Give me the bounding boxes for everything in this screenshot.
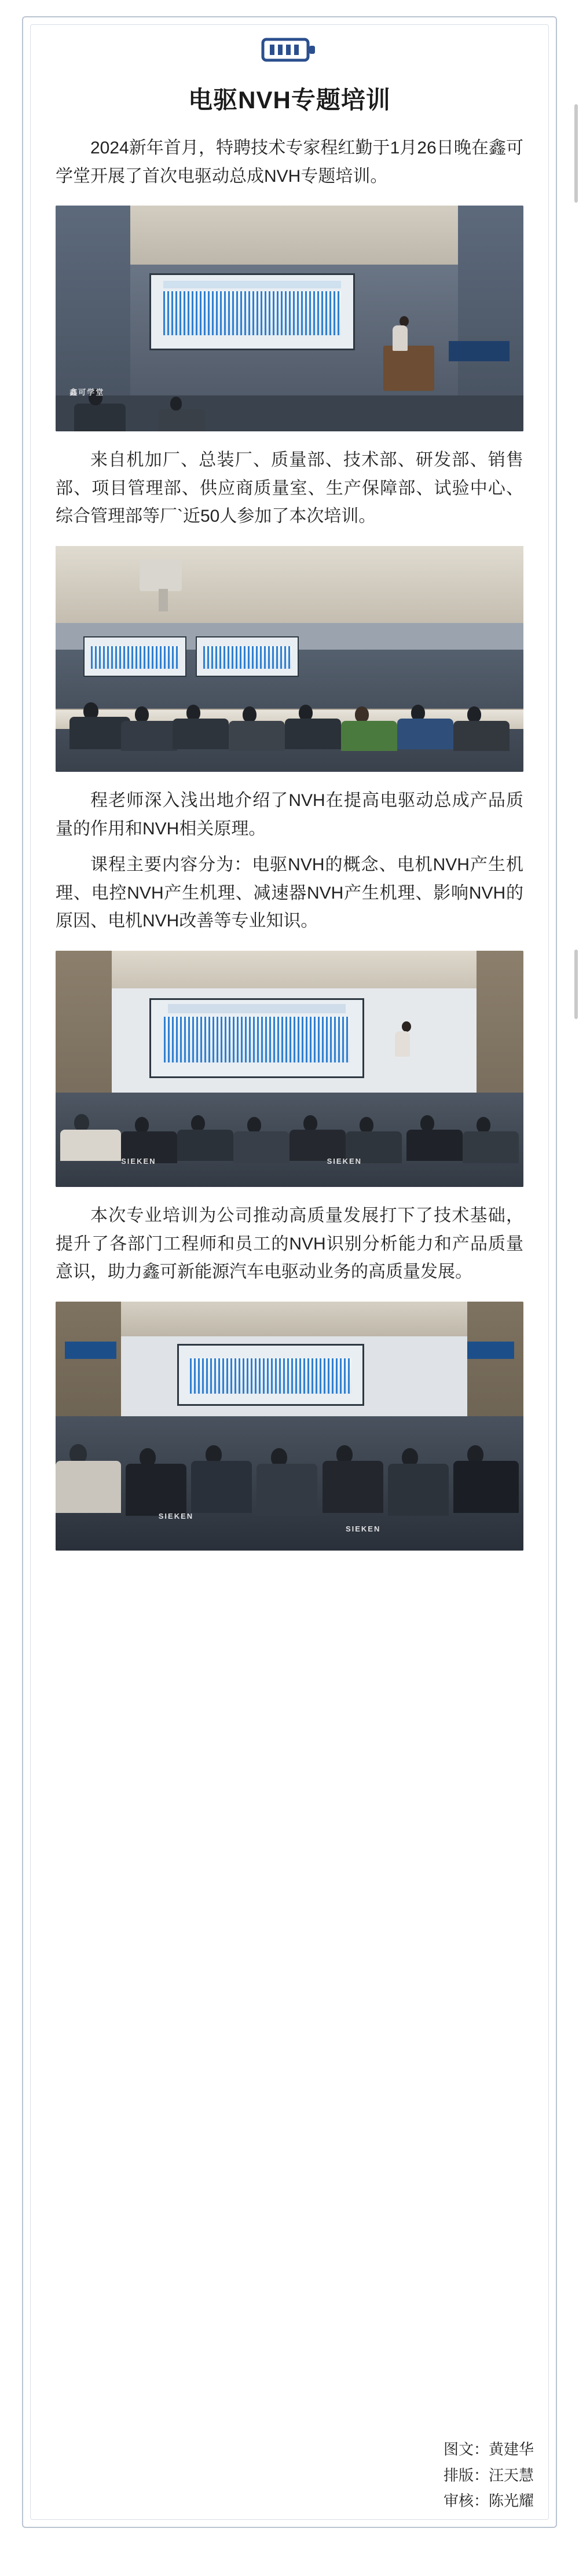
paragraph: 本次专业培训为公司推动高质量发展打下了技术基础，提升了各部门工程师和员工的NVH识别分析能力和产品质量意识，助力鑫可新能源汽车电驱动业务的高质量发展。 <box>56 1205 523 1282</box>
training-room-presentation-photo: 鑫可学堂 <box>56 206 523 431</box>
paragraph: 来自机加厂、总装厂、质量部、技术部、研发部、销售部、项目管理部、供应商质量室、生产保障部、试验中心、综合管理部等厂`近50人参加了本次培训。 <box>56 450 523 526</box>
article-body <box>56 134 523 1566</box>
lecture-slide-photo: SIEKEN SIEKEN <box>56 951 523 1187</box>
credits-block <box>0 2436 579 2514</box>
paragraph: 课程主要内容分为：电驱NVH的概念、电机NVH产生机理、电控NVH产生机理、减速器NVH产生机理、影响NVH的原因、电机NVH改善等专业知识。 <box>56 855 523 931</box>
scrollbar-thumb[interactable] <box>574 104 578 203</box>
battery-icon <box>259 35 320 65</box>
credit-line: 图文：黄建华 <box>443 2441 534 2458</box>
page-title: 电驱NVH专题培训 <box>188 86 391 113</box>
scrollbar-marker[interactable] <box>574 950 578 1019</box>
audience-wide-shot-photo <box>56 546 523 772</box>
paragraph: 程老师深入浅出地介绍了NVH在提高电驱动总成产品质量的作用和NVH相关原理。 <box>56 790 523 838</box>
audience-closeup-photo: SIEKEN SIEKEN <box>56 1302 523 1551</box>
credit-line: 审核：陈光耀 <box>443 2492 534 2510</box>
paragraph: 2024新年首月，特聘技术专家程红勤于1月26日晚在鑫可学堂开展了首次电驱动总成NVH专题培训。 <box>56 138 523 186</box>
credit-line: 排版：汪天慧 <box>443 2466 534 2484</box>
